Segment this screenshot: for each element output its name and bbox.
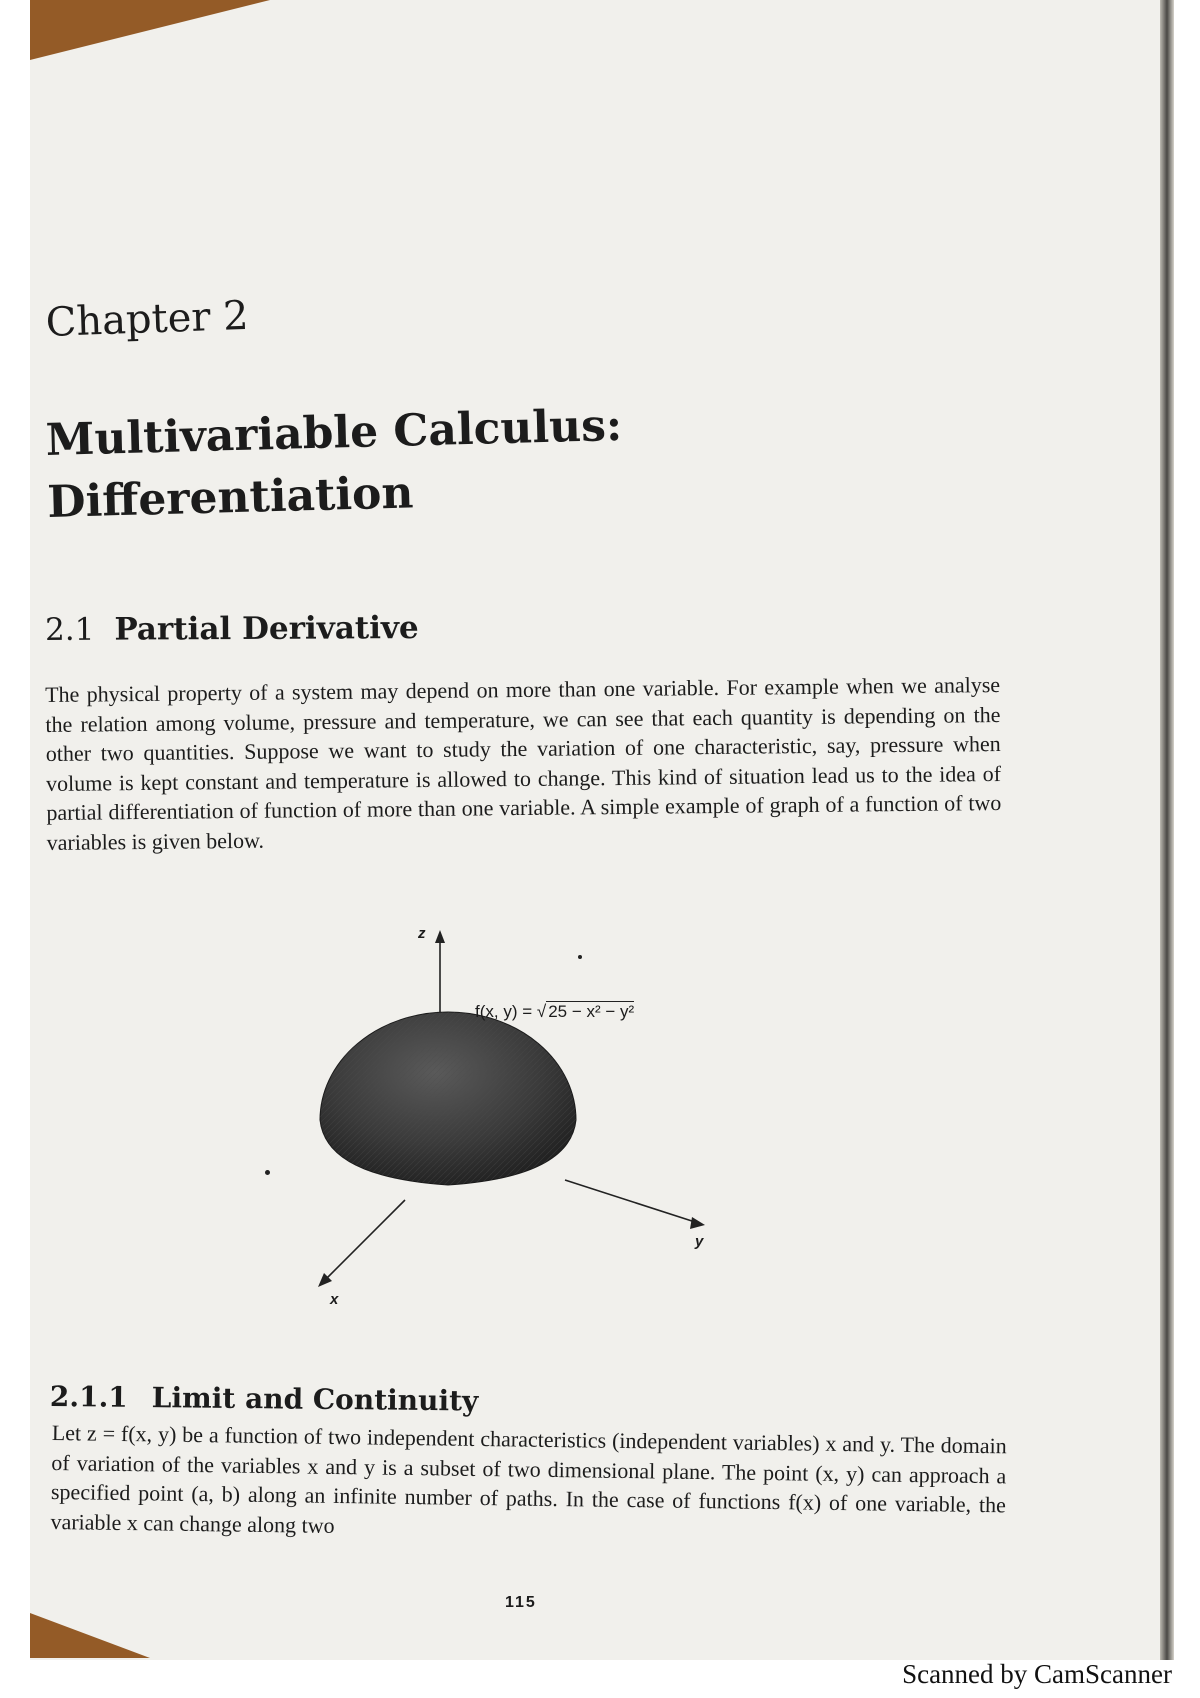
x-axis-line <box>325 1200 405 1280</box>
subsection-number: 2.1.1 <box>49 1380 128 1414</box>
chapter-title <box>45 395 625 534</box>
scan-speck <box>578 955 582 959</box>
y-axis-label: y <box>695 1233 704 1250</box>
x-axis-label: x <box>330 1291 339 1308</box>
z-axis-arrow <box>435 930 445 943</box>
hemisphere-graph <box>300 915 720 1315</box>
chapter-title-line-2: Differentiation <box>46 467 415 528</box>
y-axis-arrow <box>690 1217 705 1229</box>
camscanner-watermark: Scanned by CamScanner <box>902 1659 1172 1689</box>
y-axis-line <box>565 1180 695 1222</box>
subsection-heading <box>50 1380 479 1417</box>
chapter-label: Chapter 2 <box>45 292 250 346</box>
sqrt-icon: √ <box>536 1002 547 1021</box>
chapter-title-line-1: Multivariable Calculus: <box>45 399 623 466</box>
hemisphere-mesh <box>320 1012 576 1185</box>
section-title: Partial Derivative <box>114 610 419 648</box>
section-number: 2.1 <box>45 611 95 648</box>
page-number: 115 <box>505 1594 537 1611</box>
hemisphere-figure <box>300 915 720 1315</box>
formula-lhs: f(x, y) = <box>475 1002 537 1021</box>
section-heading <box>45 610 419 648</box>
subsection-title: Limit and Continuity <box>151 1381 479 1418</box>
z-axis-label: z <box>418 925 426 942</box>
section-paragraph: The physical property of a system may depend on more than one variable. For example when we analyse the relation among volume, pressure and temperature, we can see that each quantity is depending on the other two quantities. Suppose we want to study the variation of one characteristic, say, pressure when volume is kept constant and temperature is allowed to change. This kind of situation lead us to the idea of partial differentiation of function of more than one variable. A simple example of graph of a function of two variables is given below. <box>45 671 1002 855</box>
subsection-paragraph: Let z = f(x, y) be a function of two independent characteristics (independent variables) x and y. The domain of variation of the variables x and y is a subset of two dimensional plane. The point (x, y) can approach a specified point (a, b) along an infinite number of paths. In the case of functions f(x) of one variable, the variable x can change along two <box>50 1419 1007 1538</box>
function-formula <box>475 1002 634 1022</box>
book-spine-edge <box>1160 0 1174 1660</box>
scan-speck <box>265 1170 270 1175</box>
formula-radicand: 25 − x² − y² <box>548 1002 635 1021</box>
